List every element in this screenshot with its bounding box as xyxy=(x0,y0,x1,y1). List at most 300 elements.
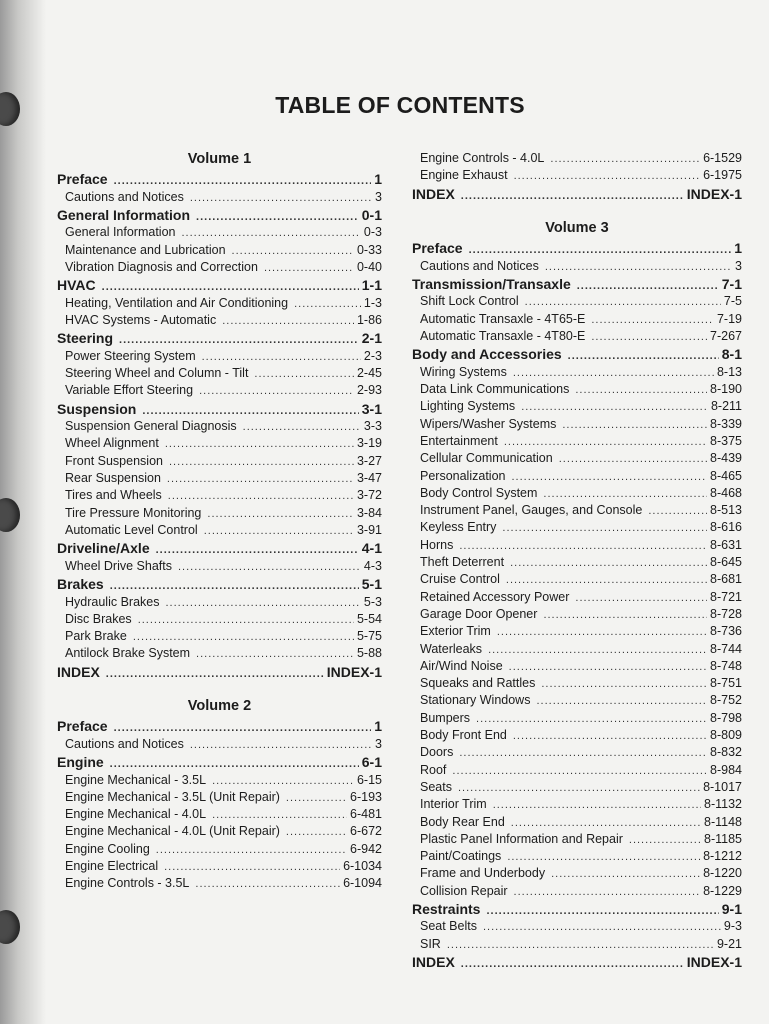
toc-section-preface xyxy=(57,170,382,189)
dot-leader xyxy=(202,349,361,366)
dot-leader xyxy=(575,382,707,399)
toc-label: Collision Repair xyxy=(420,883,508,898)
dot-leader xyxy=(521,399,708,416)
toc-entry-body-front-end xyxy=(412,727,742,744)
toc-label: Instrument Panel, Gauges, and Console xyxy=(420,503,643,518)
toc-label: Body Rear End xyxy=(420,814,505,829)
toc-section-steering xyxy=(57,329,382,348)
toc-entry-disc-brakes xyxy=(57,611,382,628)
toc-section-index xyxy=(412,953,742,972)
toc-entry-wheel-alignment xyxy=(57,435,382,452)
dot-leader xyxy=(483,919,721,936)
toc-label: Body Control System xyxy=(420,485,538,500)
toc-entry-power-steering-system xyxy=(57,348,382,365)
toc-entry-engine-mechanical-3-5l xyxy=(57,772,382,789)
toc-entry-seats xyxy=(412,779,742,796)
toc-label: Engine Mechanical - 3.5L (Unit Repair) xyxy=(65,789,280,804)
toc-label: Preface xyxy=(57,171,108,187)
toc-page-number: 5-1 xyxy=(361,576,382,593)
toc-entry-engine-mechanical-4-0l xyxy=(57,806,382,823)
toc-label: HVAC xyxy=(57,277,96,294)
dot-leader xyxy=(511,469,707,486)
toc-label: Power Steering System xyxy=(65,348,196,363)
dot-leader xyxy=(196,646,354,663)
toc-entry-stationary-windows xyxy=(412,692,742,709)
toc-entry-rear-suspension xyxy=(57,470,382,487)
toc-label: Plastic Panel Information and Repair xyxy=(420,831,623,846)
toc-page-number: 4-1 xyxy=(361,540,382,557)
toc-page-number: 2-1 xyxy=(361,330,382,347)
toc-label: Variable Effort Steering xyxy=(65,383,194,398)
toc-page-number: 5-75 xyxy=(356,629,382,644)
toc-page-number: 8-798 xyxy=(710,710,742,725)
toc-page-number: 2-45 xyxy=(356,366,382,381)
toc-label: Park Brake xyxy=(65,629,127,644)
toc-page-number: 9-1 xyxy=(721,900,742,917)
dot-leader xyxy=(106,665,324,684)
dot-leader xyxy=(461,955,684,974)
dot-leader xyxy=(165,595,360,612)
dot-leader xyxy=(156,541,359,560)
toc-entry-theft-deterrent xyxy=(412,554,742,571)
dot-leader xyxy=(591,312,714,329)
toc-page-number: 6-1 xyxy=(361,754,382,771)
toc-label: Cellular Communication xyxy=(420,451,553,466)
toc-entry-heating-ventilation-and-air-conditioning xyxy=(57,295,382,312)
toc-label: Interior Trim xyxy=(420,797,487,812)
dot-leader xyxy=(543,607,707,624)
toc-page-number: 5-88 xyxy=(356,646,382,661)
toc-label: Frame and Underbody xyxy=(420,866,546,881)
dot-leader xyxy=(511,815,701,832)
toc-label: HVAC Systems - Automatic xyxy=(65,312,217,327)
toc-label: Engine Exhaust xyxy=(420,168,508,183)
toc-label: Exterior Trim xyxy=(420,624,491,639)
toc-label: Stationary Windows xyxy=(420,693,531,708)
dot-leader xyxy=(648,503,707,520)
toc-label: Engine Mechanical - 3.5L xyxy=(65,772,207,787)
toc-label: Shift Lock Control xyxy=(420,294,519,309)
toc-entry-lighting-systems xyxy=(412,398,742,415)
toc-label: Maintenance and Lubrication xyxy=(65,242,226,257)
toc-page-number: 5-3 xyxy=(363,594,382,609)
toc-label: Engine Mechanical - 4.0L xyxy=(65,807,207,822)
toc-label: Cautions and Notices xyxy=(65,736,184,751)
toc-label: Tire Pressure Monitoring xyxy=(65,505,202,520)
toc-entry-automatic-level-control xyxy=(57,522,382,539)
toc-page-number: 7-5 xyxy=(723,294,742,309)
toc-label: Horns xyxy=(420,537,454,552)
toc-page-number: 8-681 xyxy=(710,572,742,587)
toc-entry-sir xyxy=(412,936,742,953)
toc-label: Wheel Drive Shafts xyxy=(65,558,172,573)
toc-label: Heating, Ventilation and Air Conditioning xyxy=(65,295,289,310)
toc-page-number: 8-1212 xyxy=(703,849,742,864)
toc-label: Driveline/Axle xyxy=(57,540,150,557)
toc-page-number: 0-1 xyxy=(361,206,382,223)
toc-entry-cruise-control xyxy=(412,571,742,588)
dot-leader xyxy=(510,555,707,572)
toc-page-number: 5-54 xyxy=(356,611,382,626)
toc-label: Engine Cooling xyxy=(65,841,150,856)
toc-entry-engine-controls-4-0l xyxy=(412,150,742,167)
toc-label: Body and Accessories xyxy=(412,346,562,363)
toc-page-number: 8-809 xyxy=(710,728,742,743)
toc-entry-engine-exhaust xyxy=(412,167,742,184)
dot-leader xyxy=(212,807,347,824)
dot-leader xyxy=(568,347,719,366)
toc-page-number: 9-21 xyxy=(716,936,742,951)
toc-label: Engine Electrical xyxy=(65,859,159,874)
toc-entry-personalization xyxy=(412,468,742,485)
toc-section-brakes xyxy=(57,575,382,594)
toc-label: General Information xyxy=(57,206,191,223)
toc-entry-hydraulic-brakes xyxy=(57,594,382,611)
toc-page-number: 6-193 xyxy=(350,789,382,804)
toc-page-number: 6-15 xyxy=(356,772,382,787)
toc-label: Engine Mechanical - 4.0L (Unit Repair) xyxy=(65,824,280,839)
toc-label: Cautions and Notices xyxy=(65,189,184,204)
dot-leader xyxy=(504,434,707,451)
dot-leader xyxy=(559,451,707,468)
toc-page-number: 8-375 xyxy=(710,433,742,448)
toc-label: Paint/Coatings xyxy=(420,849,502,864)
toc-label: Engine Controls - 4.0L xyxy=(420,151,545,165)
toc-label: Preface xyxy=(57,718,108,735)
toc-entry-horns xyxy=(412,537,742,554)
toc-entry-tire-pressure-monitoring xyxy=(57,505,382,522)
toc-page-number: 1-86 xyxy=(356,312,382,327)
toc-label: Engine xyxy=(57,754,104,771)
dot-leader xyxy=(591,329,707,346)
toc-entry-frame-and-underbody xyxy=(412,865,742,882)
toc-entry-wiring-systems xyxy=(412,364,742,381)
toc-entry-body-rear-end xyxy=(412,814,742,831)
dot-leader xyxy=(562,417,707,434)
dot-leader xyxy=(294,296,361,313)
dot-leader xyxy=(196,208,359,227)
toc-label: Preface xyxy=(412,240,463,257)
toc-page-number: 8-1220 xyxy=(703,866,742,881)
toc-section-body-and-accessories xyxy=(412,345,742,364)
dot-leader xyxy=(447,937,714,954)
toc-page-number: 8-751 xyxy=(710,676,742,691)
toc-page-number: 0-33 xyxy=(356,242,382,257)
toc-page-number: 7-19 xyxy=(716,311,742,326)
dot-leader xyxy=(178,559,361,576)
dot-leader xyxy=(461,187,684,206)
toc-page-number: 6-942 xyxy=(350,841,382,856)
toc-label: Disc Brakes xyxy=(65,611,132,626)
toc-entry-cautions-and-notices xyxy=(57,189,382,206)
toc-label: Seats xyxy=(420,779,452,794)
dot-leader xyxy=(169,454,354,471)
toc-label: Lighting Systems xyxy=(420,399,516,414)
toc-label: Keyless Entry xyxy=(420,520,497,535)
toc-entry-engine-cooling xyxy=(57,841,382,858)
dot-leader xyxy=(286,790,347,807)
dot-leader xyxy=(232,243,354,260)
dot-leader xyxy=(204,523,354,540)
toc-page-number: 8-13 xyxy=(716,364,742,379)
toc-page-number: 8-748 xyxy=(710,658,742,673)
toc-label: Seat Belts xyxy=(420,919,477,934)
dot-leader xyxy=(488,642,707,659)
toc-label: INDEX xyxy=(412,954,455,971)
volume-heading-volume-1: Volume 1 xyxy=(187,151,252,167)
toc-page-number: 3-72 xyxy=(356,488,382,503)
toc-page-number: 3-27 xyxy=(356,453,382,468)
volume-heading-volume-2: Volume 2 xyxy=(187,698,252,715)
toc-page-number: 3 xyxy=(375,736,382,751)
toc-label: Entertainment xyxy=(420,433,498,448)
toc-label: Steering Wheel and Column - Tilt xyxy=(65,366,249,381)
toc-label: Vibration Diagnosis and Correction xyxy=(65,259,258,274)
toc-entry-cautions-and-notices xyxy=(57,736,382,753)
toc-entry-keyless-entry xyxy=(412,519,742,536)
toc-entry-squeaks-and-rattles xyxy=(412,675,742,692)
toc-label: Wipers/Washer Systems xyxy=(420,416,557,431)
dot-leader xyxy=(476,711,707,728)
dot-leader xyxy=(212,773,354,790)
right-column xyxy=(412,150,742,972)
toc-label: INDEX xyxy=(412,185,455,202)
toc-label: Transmission/Transaxle xyxy=(412,275,571,292)
dot-leader xyxy=(577,277,719,296)
toc-label: Automatic Transaxle - 4T65-E xyxy=(420,311,586,326)
toc-entry-vibration-diagnosis-and-correction xyxy=(57,259,382,276)
dot-leader xyxy=(254,366,354,383)
toc-entry-engine-electrical xyxy=(57,858,382,875)
toc-entry-suspension-general-diagnosis xyxy=(57,418,382,435)
toc-entry-waterleaks xyxy=(412,641,742,658)
toc-section-suspension xyxy=(57,400,382,419)
toc-entry-doors xyxy=(412,744,742,761)
toc-entry-shift-lock-control xyxy=(412,293,742,310)
toc-page-number: 7-1 xyxy=(721,275,742,292)
toc-section-restraints xyxy=(412,900,742,919)
toc-page-number: 8-465 xyxy=(710,468,742,483)
toc-page-number: 8-1132 xyxy=(704,797,742,812)
toc-section-preface xyxy=(57,717,382,736)
toc-page-number: 8-728 xyxy=(710,606,742,621)
toc-entry-engine-controls-3-5l xyxy=(57,875,382,892)
toc-page-number: 8-752 xyxy=(710,693,742,708)
toc-label: Body Front End xyxy=(420,728,507,743)
toc-label: Air/Wind Noise xyxy=(420,658,503,673)
toc-page-number: 8-1185 xyxy=(704,831,742,846)
toc-label: Automatic Level Control xyxy=(65,522,198,537)
dot-leader xyxy=(497,624,707,641)
toc-entry-interior-trim xyxy=(412,796,742,813)
dot-leader xyxy=(165,436,354,453)
dot-leader xyxy=(459,745,707,762)
dot-leader xyxy=(536,693,707,710)
toc-entry-general-information xyxy=(57,224,382,241)
toc-page-number: 6-1529 xyxy=(703,151,742,165)
toc-entry-exterior-trim xyxy=(412,623,742,640)
toc-entry-variable-effort-steering xyxy=(57,382,382,399)
page-title: TABLE OF CONTENTS xyxy=(275,92,525,118)
spacer xyxy=(57,681,382,695)
toc-entry-body-control-system xyxy=(412,485,742,502)
toc-label: Hydraulic Brakes xyxy=(65,594,160,609)
toc-page-number: 4-3 xyxy=(363,558,382,573)
toc-page-number: 8-631 xyxy=(710,537,742,552)
toc-label: Retained Accessory Power xyxy=(420,589,570,604)
toc-page-number: 8-721 xyxy=(710,589,742,604)
toc-page-number: 1 xyxy=(374,718,382,735)
toc-label: Personalization xyxy=(420,468,506,483)
toc-entry-retained-accessory-power xyxy=(412,589,742,606)
toc-label: Waterleaks xyxy=(420,641,483,656)
toc-section-index xyxy=(412,185,742,204)
toc-label: General Information xyxy=(65,225,176,240)
dot-leader xyxy=(513,365,714,382)
dot-leader xyxy=(164,859,340,876)
dot-leader xyxy=(493,797,701,814)
dot-leader xyxy=(502,520,707,537)
dot-leader xyxy=(629,832,701,849)
toc-entry-paint-coatings xyxy=(412,848,742,865)
toc-entry-engine-mechanical-4-0l-unit-repair xyxy=(57,823,382,840)
dot-leader xyxy=(513,728,707,745)
toc-page-number: 8-1017 xyxy=(703,779,742,794)
toc-label: Automatic Transaxle - 4T80-E xyxy=(420,328,586,343)
toc-entry-entertainment xyxy=(412,433,742,450)
toc-entry-cellular-communication xyxy=(412,450,742,467)
toc-entry-seat-belts xyxy=(412,918,742,935)
toc-entry-wheel-drive-shafts xyxy=(57,558,382,575)
dot-leader xyxy=(458,780,700,797)
toc-page-number: 8-832 xyxy=(710,745,742,760)
dot-leader xyxy=(550,151,700,168)
toc-entry-front-suspension xyxy=(57,453,382,470)
toc-label: Rear Suspension xyxy=(65,471,161,486)
toc-entry-instrument-panel-gauges-and-console xyxy=(412,502,742,519)
left-column xyxy=(57,148,382,893)
toc-section-driveline-axle xyxy=(57,539,382,558)
toc-entry-roof xyxy=(412,762,742,779)
toc-page-number: 0-40 xyxy=(356,259,382,274)
toc-page-number: 8-1229 xyxy=(703,883,742,898)
toc-entry-automatic-transaxle-4t65-e xyxy=(412,311,742,328)
toc-page-number: 3 xyxy=(735,258,742,273)
dot-leader xyxy=(541,676,707,693)
toc-page-number: 6-481 xyxy=(350,807,382,822)
toc-label: Tires and Wheels xyxy=(65,488,162,503)
toc-page-number: 7-267 xyxy=(710,328,742,343)
dot-leader xyxy=(156,842,347,859)
dot-leader xyxy=(543,486,707,503)
toc-page-number: 8-211 xyxy=(710,399,742,414)
dot-leader xyxy=(138,612,354,629)
dot-leader xyxy=(545,259,732,276)
toc-page-number: 3-47 xyxy=(356,471,382,486)
toc-section-hvac xyxy=(57,276,382,295)
dot-leader xyxy=(506,572,707,589)
toc-entry-engine-mechanical-3-5l-unit-repair xyxy=(57,789,382,806)
toc-page-number: 3-91 xyxy=(356,522,382,537)
toc-page-number: 2-3 xyxy=(363,348,382,363)
toc-page-number: 8-190 xyxy=(710,382,742,397)
toc-page-number: 0-3 xyxy=(363,225,382,240)
toc-page-number: 6-672 xyxy=(350,824,382,839)
dot-leader xyxy=(575,590,707,607)
toc-section-transmission-transaxle xyxy=(412,275,742,294)
toc-page-number: 2-93 xyxy=(356,383,382,398)
toc-page-number: 1 xyxy=(734,240,742,257)
toc-section-engine xyxy=(57,753,382,772)
dot-leader xyxy=(181,225,360,242)
toc-page-number: 9-3 xyxy=(723,919,742,934)
dot-leader xyxy=(459,538,707,555)
toc-page-number: 1 xyxy=(374,171,382,187)
toc-page-number: 6-1034 xyxy=(343,859,382,874)
toc-page-number: 8-645 xyxy=(710,555,742,570)
toc-page-number: 3-84 xyxy=(356,505,382,520)
volume-heading-volume-3: Volume 3 xyxy=(545,220,609,237)
toc-entry-plastic-panel-information-and-repair xyxy=(412,831,742,848)
toc-page-number: 3-19 xyxy=(356,436,382,451)
dot-leader xyxy=(207,506,354,523)
dot-leader xyxy=(507,849,700,866)
toc-label: Wiring Systems xyxy=(420,364,507,379)
toc-label: Cruise Control xyxy=(420,572,500,587)
toc-label: SIR xyxy=(420,936,441,951)
toc-entry-steering-wheel-and-column-tilt xyxy=(57,365,382,382)
dot-leader xyxy=(525,294,721,311)
toc-page-number: 8-339 xyxy=(710,416,742,431)
toc-entry-cautions-and-notices xyxy=(412,258,742,275)
toc-entry-air-wind-noise xyxy=(412,658,742,675)
toc-page-number: 1-3 xyxy=(363,295,382,310)
toc-entry-automatic-transaxle-4t80-e xyxy=(412,328,742,345)
dot-leader xyxy=(514,168,701,185)
toc-page-number: 8-736 xyxy=(710,624,742,639)
toc-entry-antilock-brake-system xyxy=(57,645,382,662)
dot-leader xyxy=(168,488,354,505)
toc-label: Steering xyxy=(57,330,114,347)
toc-label: Cautions and Notices xyxy=(420,258,539,273)
toc-entry-tires-and-wheels xyxy=(57,487,382,504)
dot-leader xyxy=(551,866,700,883)
toc-page-number: INDEX-1 xyxy=(326,663,382,680)
toc-section-preface xyxy=(412,239,742,258)
dot-leader xyxy=(222,313,354,330)
toc-page-number: 8-513 xyxy=(710,503,742,518)
toc-page-number: 1-1 xyxy=(361,277,382,294)
toc-page-number: 3 xyxy=(375,189,382,204)
spacer xyxy=(412,203,742,217)
toc-label: Theft Deterrent xyxy=(420,555,505,570)
toc-label: Roof xyxy=(420,762,447,777)
toc-entry-data-link-communications xyxy=(412,381,742,398)
dot-leader xyxy=(509,659,707,676)
toc-entry-collision-repair xyxy=(412,883,742,900)
dot-leader xyxy=(264,260,354,277)
toc-page-number: INDEX-1 xyxy=(686,954,742,971)
toc-label: Brakes xyxy=(57,576,104,593)
toc-page-number: 6-1094 xyxy=(343,876,382,891)
dot-leader xyxy=(195,876,340,893)
toc-entry-wipers-washer-systems xyxy=(412,416,742,433)
toc-label: Data Link Communications xyxy=(420,382,570,397)
toc-entry-hvac-systems-automatic xyxy=(57,312,382,329)
dot-leader xyxy=(190,737,372,754)
toc-entry-maintenance-and-lubrication xyxy=(57,242,382,259)
toc-label: Suspension xyxy=(57,400,137,417)
